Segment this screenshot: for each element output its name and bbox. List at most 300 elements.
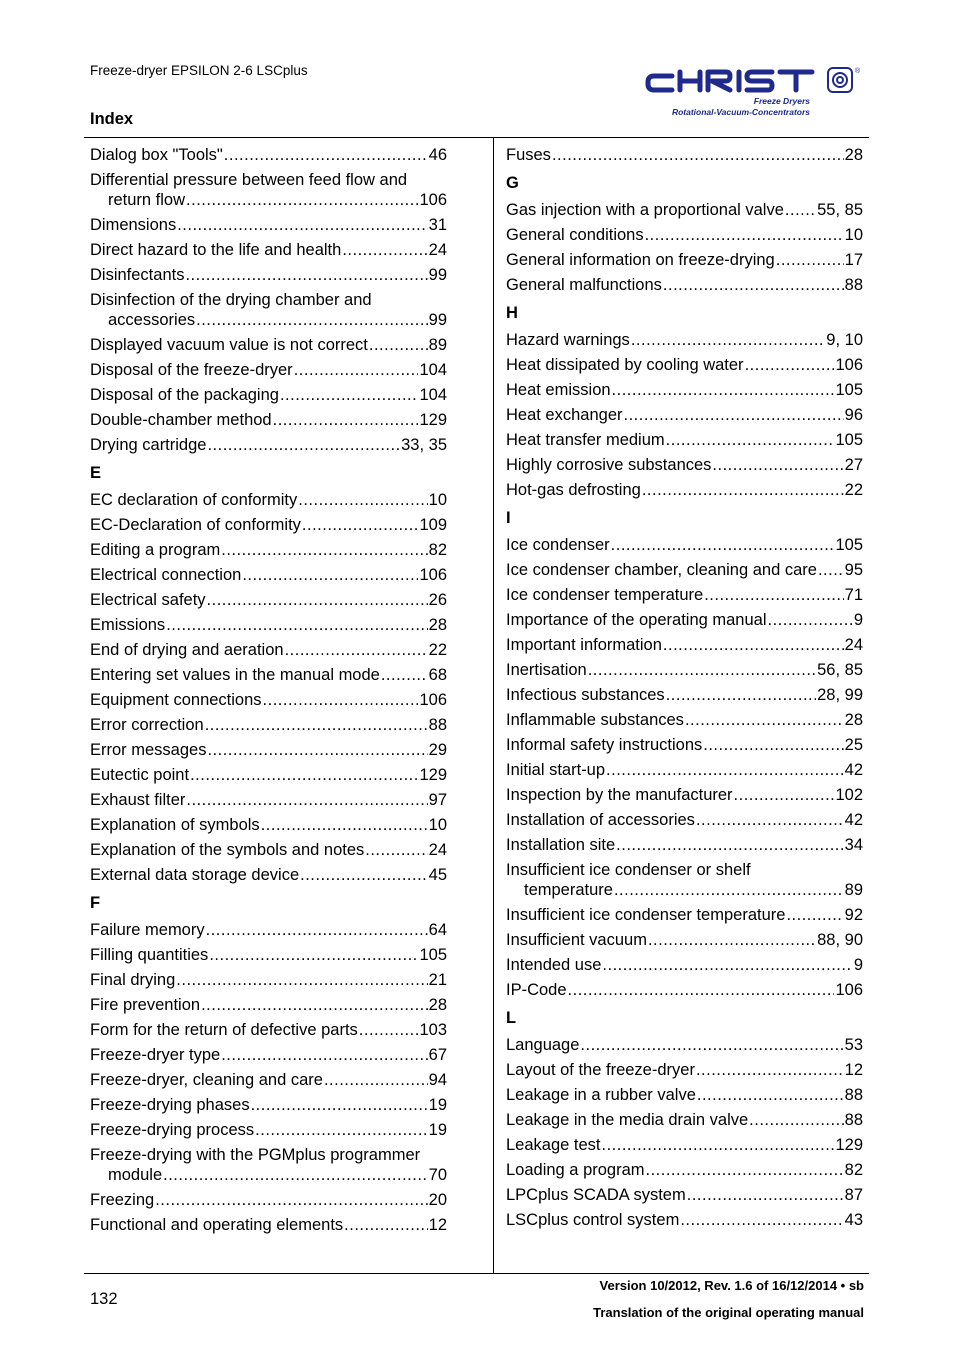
dot-leader [205,713,428,738]
dot-leader [186,190,418,210]
index-entry [506,583,863,608]
index-term: LPCplus SCADA system [506,1186,686,1204]
index-entry [506,1158,863,1183]
dot-leader [749,1108,843,1133]
index-term: Insufficient ice condenser or shelf [506,861,751,879]
index-term: Dimensions [90,216,177,234]
index-entry [506,1208,863,1233]
christ-logo-graphic [640,64,866,120]
page-reference: 42 [844,811,863,829]
index-entry [506,953,863,978]
index-entry [90,918,447,943]
index-entry [506,758,863,783]
page-reference: 55, 85 [817,201,863,219]
index-entry [506,378,863,403]
index-term: Exhaust filter [90,791,186,809]
dot-leader [697,1083,844,1108]
index-entry [506,533,863,558]
dot-leader [342,238,427,263]
index-term: EC declaration of conformity [90,491,298,509]
page-reference: 27 [844,456,863,474]
index-entry-line [506,880,863,903]
index-term: Language [506,1036,580,1054]
dot-leader [207,433,400,458]
dot-leader [166,613,427,638]
index-term: Hazard warnings [506,331,630,349]
index-term: Disposal of the freeze-dryer [90,361,293,379]
dot-leader [552,143,844,168]
page-number: 132 [90,1290,118,1308]
page-reference: 24 [428,241,447,259]
index-entry [506,1083,863,1108]
dot-leader [177,213,427,238]
dot-leader [685,708,844,733]
footer-rule [84,1273,869,1274]
index-entry [506,903,863,928]
index-entry [506,928,863,953]
index-entry [90,358,447,383]
page-reference: 28 [844,146,863,164]
document-title: Freeze-dryer EPSILON 2-6 LSCplus [90,63,308,78]
dot-leader [324,1068,428,1093]
dot-leader [344,1213,427,1238]
index-term: Disposal of the packaging [90,386,279,404]
dot-leader [642,478,844,503]
index-entry [90,993,447,1018]
column-divider [493,138,494,1274]
index-entry [506,1033,863,1058]
index-entry [90,688,447,713]
index-term: Dialog box "Tools" [90,146,223,164]
index-term: Loading a program [506,1161,645,1179]
page-reference: 21 [428,971,447,989]
index-term: Heat emission [506,381,611,399]
page-reference: 20 [428,1191,447,1209]
index-term: Heat dissipated by cooling water [506,356,744,374]
page-reference: 109 [419,516,447,534]
dot-leader [785,198,816,223]
index-entry [90,488,447,513]
page-reference: 88 [844,1086,863,1104]
page-reference: 88 [428,716,447,734]
page-reference: 94 [428,1071,447,1089]
page-reference: 22 [844,481,863,499]
index-entry [90,788,447,813]
dot-leader [221,538,427,563]
index-entry [90,1118,447,1143]
index-entry [90,763,447,788]
dot-leader [255,1118,427,1143]
page-reference: 88 [844,1111,863,1129]
index-entry [506,833,863,858]
index-term: Insufficient ice condenser temperature [506,906,786,924]
page-reference: 9 [853,956,863,974]
index-term: Installation of accessories [506,811,695,829]
dot-leader [663,633,844,658]
dot-leader [206,918,428,943]
index-term: Entering set values in the manual mode [90,666,380,684]
dot-leader [646,1158,844,1183]
dot-leader [568,978,835,1003]
page-reference: 53 [844,1036,863,1054]
index-entry [90,288,447,333]
page-reference: 34 [844,836,863,854]
index-term: General information on freeze-drying [506,251,775,269]
index-entry [90,238,447,263]
page-reference: 28 [428,996,447,1014]
dot-leader [704,583,843,608]
index-term: Electrical connection [90,566,242,584]
dot-leader [663,273,844,298]
index-term: Inflammable substances [506,711,684,729]
index-term: Informal safety instructions [506,736,703,754]
index-entry [90,513,447,538]
page-reference: 82 [844,1161,863,1179]
index-term: Displayed vacuum value is not correct [90,336,368,354]
page-reference: 105 [835,381,863,399]
page-reference: 26 [428,591,447,609]
version-info: Version 10/2012, Rev. 1.6 of 16/12/2014 • sb [599,1278,864,1293]
page-reference: 12 [428,1216,447,1234]
index-entry [90,613,447,638]
index-entry [90,333,447,358]
index-term: accessories [108,311,196,329]
index-entry [90,1018,447,1043]
index-letter-heading: F [90,894,101,912]
page-reference: 88, 90 [817,931,863,949]
dot-leader [696,1058,844,1083]
dot-leader [196,310,428,330]
index-term: Drying cartridge [90,436,207,454]
dot-leader [298,488,427,513]
page-reference: 46 [428,146,447,164]
index-letter-heading: I [506,509,511,527]
page-reference: 56, 85 [817,661,863,679]
index-term: Functional and operating elements [90,1216,344,1234]
page-reference: 99 [428,266,447,284]
section-title: Index [90,110,134,128]
registered-mark: ® [855,68,861,75]
index-term: Gas injection with a proportional valve [506,201,784,219]
page-reference: 28 [428,616,447,634]
page-reference: 64 [428,921,447,939]
index-term: EC-Declaration of conformity [90,516,301,534]
index-term: return flow [108,191,186,209]
index-entry [506,733,863,758]
index-term: General conditions [506,226,644,244]
index-entry [90,433,447,458]
index-term: Hot-gas defrosting [506,481,641,499]
page-reference: 68 [428,666,447,684]
index-term: Final drying [90,971,176,989]
index-entry [506,1058,863,1083]
index-term: Installation site [506,836,616,854]
page-reference: 45 [428,866,447,884]
index-term: Freeze-drying with the PGMplus programmer [90,1146,421,1164]
index-entry [90,168,447,213]
page-reference: 9, 10 [826,331,863,349]
page-reference: 87 [844,1186,863,1204]
page-reference: 99 [428,311,447,329]
dot-leader [201,993,428,1018]
index-entry [506,143,863,168]
index-entry [506,1108,863,1133]
dot-leader [207,738,427,763]
dot-leader [696,808,844,833]
index-entry [506,558,863,583]
index-term: Error messages [90,741,207,759]
page-reference: 19 [428,1121,447,1139]
index-entry [90,813,447,838]
index-term: temperature [524,881,613,899]
index-entry [506,708,863,733]
page-reference: 97 [428,791,447,809]
index-term: Filling quantities [90,946,209,964]
index-entry-line [90,1165,447,1188]
index-term: Electrical safety [90,591,206,609]
page-reference: 88 [844,276,863,294]
index-entry-line [90,310,447,333]
logo-brand-text: CHRIST [730,84,734,85]
index-entry [506,658,863,683]
page-reference: 28 [844,711,863,729]
page-reference: 92 [844,906,863,924]
dot-leader [300,863,428,888]
page-reference: 10 [428,491,447,509]
index-term: Ice condenser temperature [506,586,704,604]
dot-leader [602,1133,835,1158]
page-reference: 10 [844,226,863,244]
page-reference: 71 [844,586,863,604]
dot-leader [186,788,427,813]
dot-leader [207,588,428,613]
index-entry [90,588,447,613]
index-term: Failure memory [90,921,205,939]
index-entry [90,738,447,763]
index-column-right [506,143,863,1233]
index-entry [90,943,447,968]
page-reference: 89 [428,336,447,354]
index-entry [90,408,447,433]
page-reference: 106 [419,691,447,709]
index-term: Freeze-drying phases [90,1096,250,1114]
index-term: Disinfection of the drying chamber and [90,291,372,309]
index-term: Equipment connections [90,691,262,709]
index-entry [90,1188,447,1213]
index-column-left [90,143,447,1238]
page-reference: 106 [835,356,863,374]
index-entry [506,608,863,633]
index-term: End of drying and aeration [90,641,284,659]
page-reference: 10 [428,816,447,834]
dot-leader [818,558,844,583]
index-entry [90,638,447,663]
dot-leader [155,1188,427,1213]
index-entry-line [90,190,447,213]
index-term: Leakage test [506,1136,601,1154]
index-term: General malfunctions [506,276,662,294]
index-entry [90,838,447,863]
page-reference: 19 [428,1096,447,1114]
dot-leader [176,968,427,993]
dot-leader [209,943,418,968]
index-term: Double-chamber method [90,411,272,429]
dot-leader [786,903,843,928]
page-reference: 129 [419,411,447,429]
index-entry [90,968,447,993]
dot-leader [273,408,419,433]
index-entry [506,403,863,428]
index-term: Explanation of symbols [90,816,260,834]
index-letter-heading: G [506,174,519,192]
index-term: Initial start-up [506,761,606,779]
index-term: IP-Code [506,981,567,999]
dot-leader [263,688,419,713]
index-entry [90,538,447,563]
page-reference: 31 [428,216,447,234]
page-reference: 9 [853,611,863,629]
header-rule [84,137,869,138]
index-term: Direct hazard to the life and health [90,241,342,259]
index-term: module [108,1166,163,1184]
index-entry [506,858,863,903]
dot-leader [645,223,844,248]
index-entry [506,273,863,298]
dot-leader [185,263,427,288]
dot-leader [687,1183,844,1208]
index-entry [90,143,447,168]
index-letter-heading: E [90,464,102,482]
dot-leader [776,248,844,273]
page-reference: 82 [428,541,447,559]
dot-leader [251,1093,428,1118]
index-term: Heat transfer medium [506,431,665,449]
dot-leader [163,1165,428,1185]
index-entry [90,563,447,588]
dot-leader [631,328,825,353]
index-entry [90,713,447,738]
dot-leader [365,838,427,863]
page-reference: 29 [428,741,447,759]
index-entry [506,783,863,808]
page-reference: 102 [835,786,863,804]
dot-leader [602,953,852,978]
page-reference: 105 [835,431,863,449]
dot-leader [612,378,835,403]
page-reference: 104 [419,361,447,379]
index-entry [506,453,863,478]
index-term: External data storage device [90,866,300,884]
translation-note: Translation of the original operating manual [593,1305,864,1320]
index-term: Differential pressure between feed flow and [90,171,408,189]
dot-leader [648,928,816,953]
dot-leader [261,813,428,838]
index-term: Fire prevention [90,996,201,1014]
dot-leader [734,783,835,808]
index-term: Leakage in the media drain valve [506,1111,749,1129]
page-reference: 89 [844,881,863,899]
page-reference: 129 [419,766,447,784]
index-term: Fuses [506,146,551,164]
page-reference: 95 [844,561,863,579]
page-reference: 33, 35 [401,436,447,454]
index-entry [506,633,863,658]
dot-leader [285,638,428,663]
page-reference: 106 [835,981,863,999]
dot-leader [611,533,835,558]
index-term: Leakage in a rubber valve [506,1086,696,1104]
index-term: Important information [506,636,662,654]
page-reference: 12 [844,1061,863,1079]
index-term: Importance of the operating manual [506,611,767,629]
index-entry [90,863,447,888]
dot-leader [224,143,428,168]
page-reference: 67 [428,1046,447,1064]
index-entry [90,663,447,688]
index-entry [506,478,863,503]
dot-leader [712,453,843,478]
dot-leader [242,563,418,588]
index-term: Inspection by the manufacturer [506,786,733,804]
page-reference: 106 [419,566,447,584]
index-term: Disinfectants [90,266,185,284]
page-reference: 106 [419,191,447,209]
dot-leader [614,880,844,900]
logo-tagline-1: Freeze Dryers [753,96,810,106]
index-letter-heading: H [506,304,518,322]
page-reference: 24 [428,841,447,859]
dot-leader [666,683,816,708]
page-reference: 43 [844,1211,863,1229]
page-reference: 103 [419,1021,447,1039]
index-entry [506,808,863,833]
page-reference: 24 [844,636,863,654]
index-term: Insufficient vacuum [506,931,647,949]
index-entry [506,683,863,708]
index-term: Highly corrosive substances [506,456,712,474]
index-entry [506,328,863,353]
page-reference: 17 [844,251,863,269]
page-reference: 96 [844,406,863,424]
dot-leader [190,763,418,788]
dot-leader [703,733,843,758]
index-term: Freezing [90,1191,155,1209]
index-term: Heat exchanger [506,406,623,424]
logo-tagline-2: Rotational-Vacuum-Concentrators [671,107,810,117]
dot-leader [280,383,419,408]
index-term: Form for the return of defective parts [90,1021,358,1039]
index-term: Emissions [90,616,166,634]
index-entry [506,978,863,1003]
index-term: Eutectic point [90,766,190,784]
christ-logo [640,64,866,120]
dot-leader [606,758,844,783]
dot-leader [302,513,419,538]
page-reference: 70 [428,1166,447,1184]
page-reference: 104 [419,386,447,404]
index-term: Intended use [506,956,602,974]
dot-leader [381,663,428,688]
page-reference: 42 [844,761,863,779]
index-entry [506,198,863,223]
index-term: Explanation of the symbols and notes [90,841,365,859]
page-reference: 28, 99 [817,686,863,704]
index-entry [90,1068,447,1093]
dot-leader [588,658,816,683]
page-reference: 129 [835,1136,863,1154]
index-entry [90,213,447,238]
index-entry [506,353,863,378]
